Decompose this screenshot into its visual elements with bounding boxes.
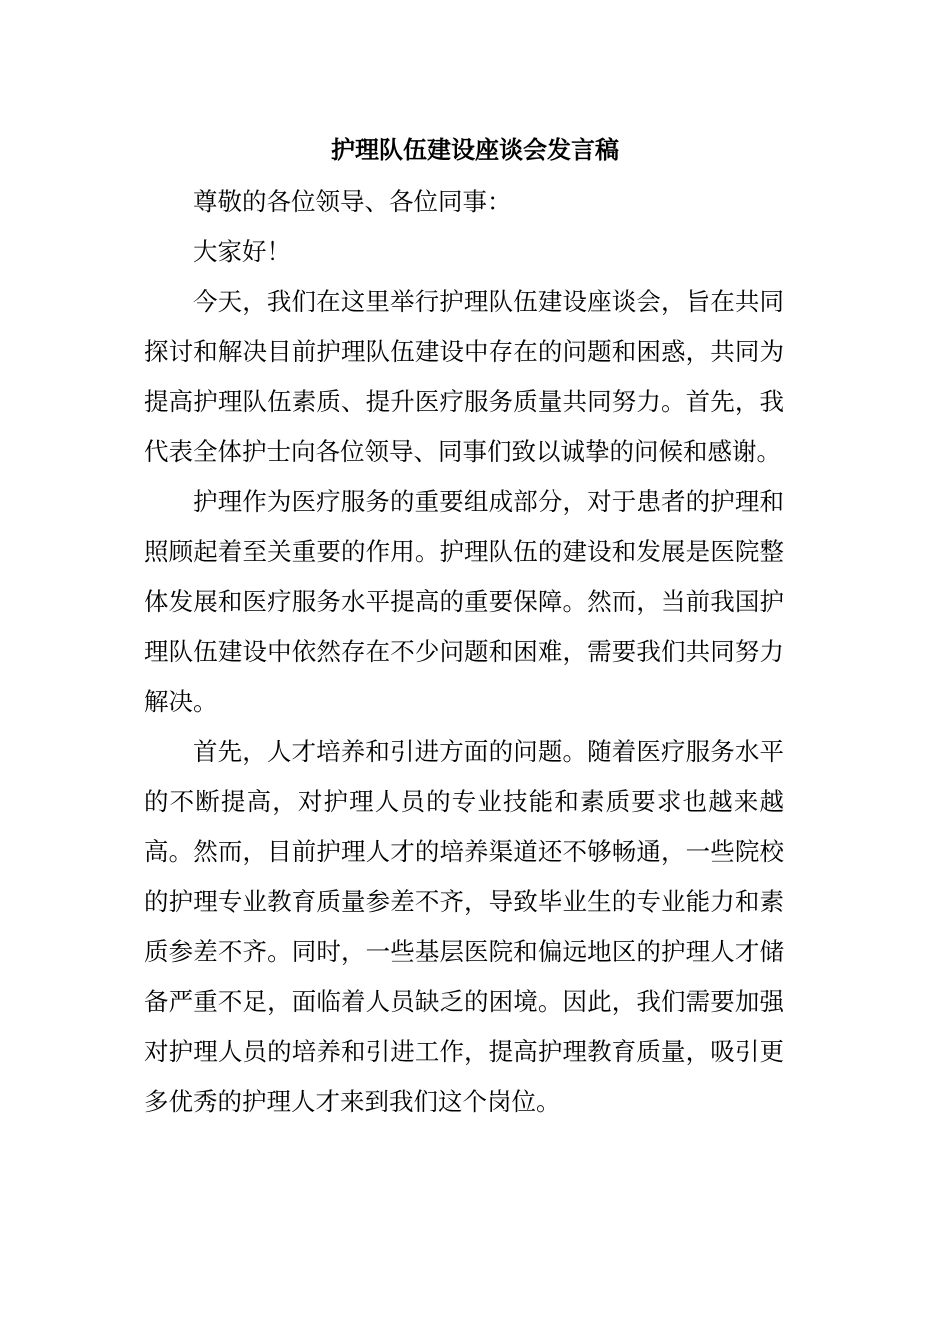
- salutation: 尊敬的各位领导、各位同事：: [193, 187, 512, 216]
- greeting: 大家好！: [193, 237, 291, 266]
- document-title: 护理队伍建设座谈会发言稿: [331, 136, 619, 164]
- document-body: [144, 177, 784, 1127]
- paragraph-importance: 护理作为医疗服务的重要组成部分，对于患者的护理和照顾起着至关重要的作用。护理队伍的建设和发展是医院整体发展和医疗服务水平提高的重要保障。然而，当前我国护理队伍建设中依然存在不少问题和困难，需要我们共同努力解决。: [144, 487, 784, 716]
- paragraph-talent-training: 首先，人才培养和引进方面的问题。随着医疗服务水平的不断提高，对护理人员的专业技能和素质要求也越来越高。然而，目前护理人才的培养渠道还不够畅通，一些院校的护理专业教育质量参差不齐，导致毕业生的专业能力和素质参差不齐。同时，一些基层医院和偏远地区的护理人才储备严重不足，面临着人员缺乏的困境。因此，我们需要加强对护理人员的培养和引进工作，提高护理教育质量，吸引更多优秀的护理人才来到我们这个岗位。: [144, 737, 784, 1116]
- paragraph-opening: 今天，我们在这里举行护理队伍建设座谈会，旨在共同探讨和解决目前护理队伍建设中存在的问题和困惑，共同为提高护理队伍素质、提升医疗服务质量共同努力。首先，我代表全体护士向各位领导、同事们致以诚挚的问候和感谢。: [144, 287, 784, 466]
